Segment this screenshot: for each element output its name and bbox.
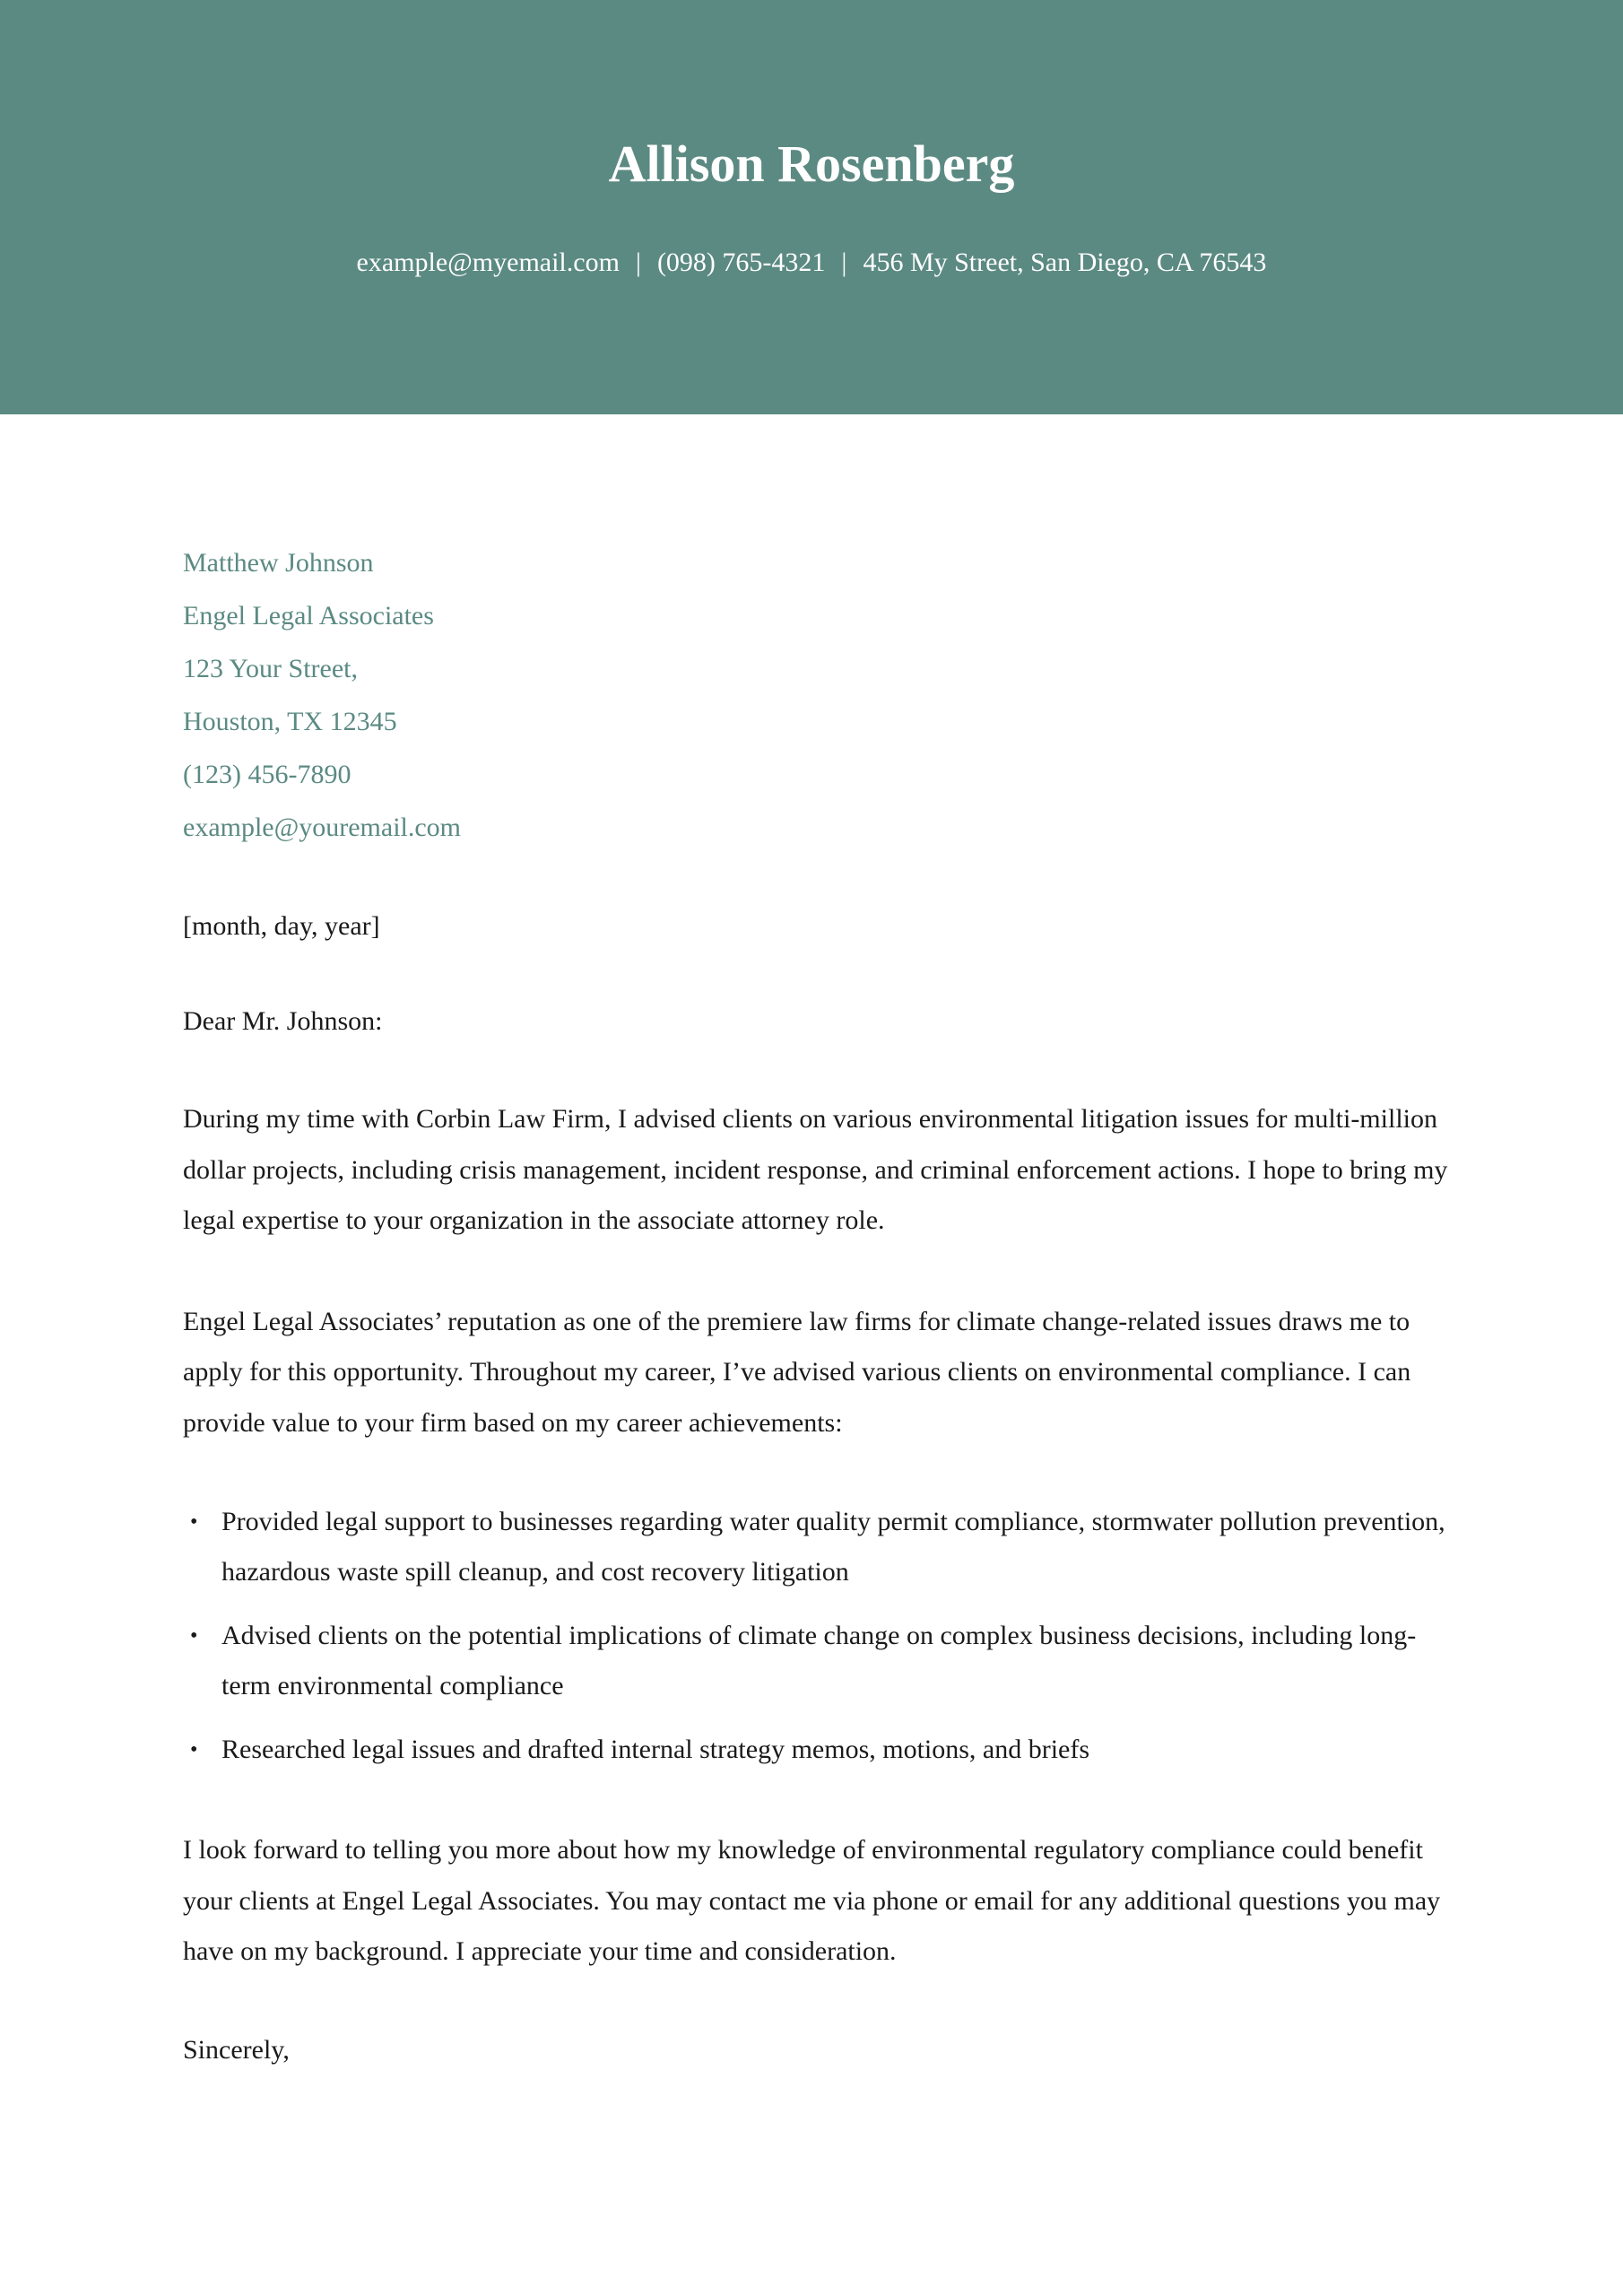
recipient-block: [183, 536, 1465, 854]
body-paragraph: During my time with Corbin Law Firm, I advised clients on various environmental litigation issues for multi-million dollar projects, including crisis management, incident response, and criminal enforcement actions. I hope to bring my legal expertise to your organization in the associate attorney role.: [183, 1104, 1448, 1235]
sender-address: 456 My Street, San Diego, CA 76543: [863, 248, 1267, 277]
recipient-company: Engel Legal Associates: [183, 601, 434, 631]
letter-header: [0, 0, 1623, 414]
list-item: • Provided legal support to businesses regarding water quality permit compliance, stormwater pollution prevention, hazardous waste spill cleanup, and cost recovery litigation: [183, 1497, 1465, 1597]
sender-email: example@myemail.com: [356, 248, 620, 277]
list-item: • Researched legal issues and drafted internal strategy memos, motions, and briefs: [183, 1725, 1465, 1775]
letter-body: [183, 536, 1465, 2073]
salutation: Dear Mr. Johnson:: [183, 1006, 383, 1036]
recipient-email: example@youremail.com: [183, 813, 462, 842]
recipient-street: 123 Your Street,: [183, 654, 359, 683]
contact-separator: |: [841, 248, 847, 277]
recipient-city: Houston, TX 12345: [183, 707, 397, 736]
achievements-list: [183, 1497, 1465, 1775]
closing-paragraph: I look forward to telling you more about how my knowledge of environmental regulatory compliance could benefit your clients at Engel Legal Associates. You may contact me via phone or email for any additional questions you may have on my background. I appreciate your time and consideration.: [183, 1835, 1441, 1966]
recipient-phone: (123) 456-7890: [183, 760, 352, 789]
letter-date: [month, day, year]: [183, 911, 380, 941]
sender-phone: (098) 765-4321: [656, 248, 826, 277]
list-item: • Advised clients on the potential implications of climate change on complex business decisions, including long-term environmental compliance: [183, 1611, 1465, 1711]
recipient-name: Matthew Johnson: [183, 548, 374, 578]
sender-contact-line: [0, 244, 1623, 282]
body-paragraph: Engel Legal Associates’ reputation as one of the premiere law firms for climate change-related issues draws me to apply for this opportunity. Throughout my career, I’ve advised various clients on environmental compliance. I can provide value to your firm based on my career achievements:: [183, 1306, 1411, 1438]
contact-separator: |: [635, 248, 641, 277]
sender-name: Allison Rosenberg: [608, 135, 1015, 193]
signoff: Sincerely,: [183, 2034, 290, 2065]
